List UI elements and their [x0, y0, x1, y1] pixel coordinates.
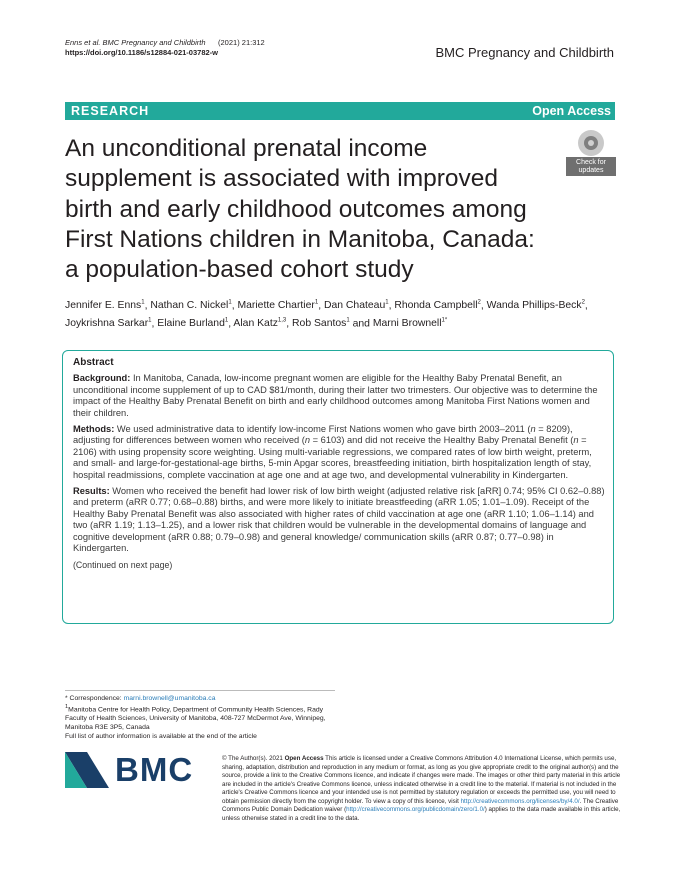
author[interactable]: Rob Santos$^1$	[292, 317, 350, 330]
bmc-logo-text: BMC	[115, 751, 194, 788]
author[interactable]: Jennifer E. Enns$^1$	[65, 300, 145, 312]
affiliation: $^1$Manitoba Centre for Health Policy, Department of Community Health Sciences, Rady Faculty of Health Sciences, University of Manitoba, 408-727 McDermot Ave, Winnipeg, Manitoba R3E 3P5, Canada	[65, 704, 326, 732]
check-for-updates-badge[interactable]	[566, 130, 616, 178]
article-type-label: RESEARCH	[71, 104, 150, 118]
bmc-logo	[65, 752, 195, 788]
abstract-background: Background: In Manitoba, Canada, low-income pregnant women are eligible for the Healthy Baby Prenatal Benefit, an unconditional income supplement of up to CAD $81/month, during their latter two trimesters. Our objective was to determine the impact of the Healthy Baby Prenatal Benefit on birth and early childhood outcomes among Manitoba First Nations women and their children.	[73, 373, 598, 418]
abstract-heading: Abstract	[73, 357, 114, 368]
citation-journal: Enns et al. BMC Pregnancy and Childbirth	[65, 38, 206, 47]
bmc-logo-mark-icon	[65, 752, 111, 788]
abstract-methods: Methods: We used administrative data to identify low-income First Nations women who gave birth 2003–2011 (n = 8209), adjusting for differences between women who received (n = 6103) and did not receive the Healthy Baby Prenatal Benefit (n = 2106) with using propensity score weighting. Using multi-variable regressions, we compared rates of low birth weight, preterm, and small- and large-for-gestational-age births, 5-min Apgar scores, breastfeeding initiation, birth hospitalization length of stay, hospital readmissions, complete vaccination at age one and at age two, and developmental vulnerability in Kindergarten.	[73, 424, 592, 480]
author[interactable]: Dan Chateau$^1$	[323, 300, 389, 312]
check-for-updates-label: Check for updates	[566, 157, 616, 176]
license-link[interactable]: http://creativecommons.org/licenses/by/4.0/	[460, 797, 580, 805]
article-title	[65, 134, 565, 285]
author[interactable]: Mariette Chartier$^1$	[237, 300, 319, 312]
abstract-results: Results: Women who received the benefit had lower risk of low birth weight (adjusted relative risk [aRR] 0.74; 95% CI 0.62–0.88) and preterm (aRR 0.77; 0.68–0.88) births, and were more likely to initiate breastfeeding (aRR 1.05; 1.01–1.09). Receipt of the Healthy Baby Prenatal Benefit was also associated with higher rates of child vaccination at age one (aRR 1.10; 1.06–1.14) and two (aRR 1.19; 1.13–1.25), and a lower risk that children would be vulnerable in the developmental domains of language and cognitive development (aRR 0.88; 0.79–0.98) and general knowledge/ communication skills (aRR 0.87; 0.77–0.98) in Kindergarten.	[73, 486, 605, 554]
citation	[65, 38, 265, 48]
author[interactable]: Elaine Burland$^1$	[157, 317, 229, 330]
abstract-box	[62, 350, 614, 624]
author-info-note: Full list of author information is available at the end of the article	[65, 733, 257, 741]
author[interactable]: Joykrishna Sarkar$^1$	[65, 317, 152, 330]
title-line: An unconditional prenatal income	[65, 135, 428, 162]
public-domain-link[interactable]: http://creativecommons.org/publicdomain/zero/1.0/	[346, 806, 485, 813]
journal-name: BMC Pregnancy and Childbirth	[435, 45, 614, 60]
article-type-bar	[65, 102, 615, 120]
citation-year: (2021) 21:312	[218, 38, 265, 47]
title-line: birth and early childhood outcomes among	[65, 195, 527, 223]
running-header	[65, 38, 265, 58]
title-line: First Nations children in Manitoba, Canada:	[65, 225, 535, 253]
author[interactable]: Marni Brownell$^{1*}$	[372, 317, 448, 330]
author[interactable]: Wanda Phillips-Beck$^2$	[486, 300, 585, 312]
footnote	[65, 694, 335, 741]
author[interactable]: Nathan C. Nickel$^1$	[150, 300, 232, 312]
license-text: © The Author(s). 2021 Open Access This article is licensed under a Creative Commons Attribution 4.0 International License, which permits use, sharing, adaptation, distribution and reproduction in any medium or format, as long as you give appropriate credit to the original author(s) and the source, provide a link to the Creative Commons licence, and indicate if changes were made. The images or other third party material in this article are included in the article's Creative Commons licence, unless indicated otherwise in a credit line to the material. If material is not included in the article's Creative Commons licence and your intended use is not permitted by statutory regulation or exceeds the permitted use, you will need to obtain permission directly from the copyright holder. To view a copy of this licence, visit http://creativecommons.org/licenses/by/4.0/. The Creative Commons Public Domain Dedication waiver (http://creativecommons.org/publicdomain/zero/1.0/) applies to the data made available in this article, unless otherwise stated in a credit line to the data.	[222, 755, 621, 822]
correspondence-email[interactable]: marni.brownell@umanitoba.ca	[123, 695, 216, 702]
crossmark-icon	[578, 130, 604, 156]
author[interactable]: Rhonda Campbell$^2$	[394, 300, 481, 312]
continued-note: (Continued on next page)	[73, 559, 173, 570]
author[interactable]: Alan Katz$^{1,3}$	[233, 317, 287, 330]
open-access-label: Open Access	[532, 104, 611, 118]
doi-link[interactable]: https://doi.org/10.1186/s12884-021-03782-w	[65, 48, 218, 57]
title-line: a population-based cohort study	[65, 256, 414, 284]
author-list: Jennifer E. Enns$^1$, Nathan C. Nickel$^1$, Mariette Chartier$^1$, Dan Chateau$^1$, Rhonda Campbell$^2$, Wanda Phillips-Beck$^2$, Joykrishna Sarkar$^1$, Elaine Burland$^1$, Alan Katz$^{1,3}$, Rob Santos$^1$ and Marni Brownell$^{1*}$	[65, 300, 588, 330]
footnote-divider	[65, 690, 335, 691]
correspondence: * Correspondence: marni.brownell@umanitoba.ca	[65, 695, 216, 702]
title-line: supplement is associated with improved	[65, 165, 499, 193]
